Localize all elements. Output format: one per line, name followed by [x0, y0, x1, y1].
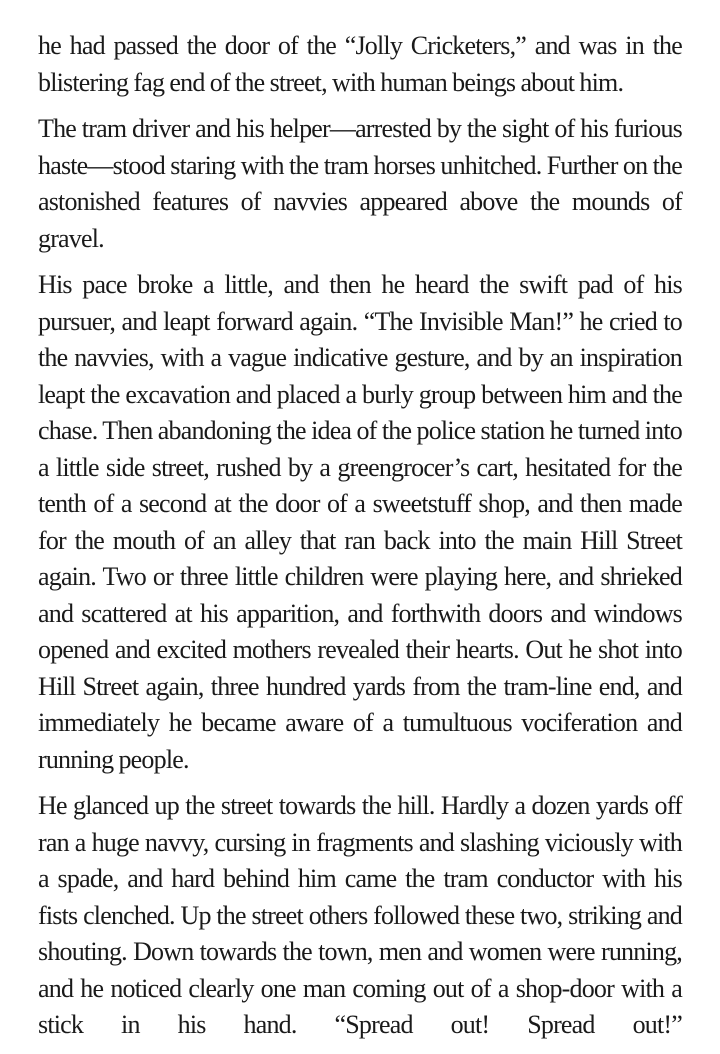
paragraph-1: he had passed the door of the “Jolly Cricketers,” and was in the blistering fag end of the street, with human beings about him.	[38, 31, 682, 97]
paragraph-3: His pace broke a little, and then he heard the swift pad of his pursuer, and leapt forward again. “The Invisible Man!” he cried to the navvies, with a vague indicative gesture, and by an inspiration leapt the excavation and placed a burly group between him and the chase. Then abandoning the idea of the police station he turned into a little side street, rushed by a greengrocer’s cart, hesitated for the tenth of a second at the door of a sweetstuff shop, and then made for the mouth of an alley that ran back into the main Hill Street again. Two or three little children were playing here, and shrieked and scattered at his apparition, and forthwith doors and windows opened and excited mothers revealed their hearts. Out he shot into Hill Street again, three hundred yards from the tram-line end, and immediately he became aware of a tumultuous vociferation and running people.	[38, 270, 682, 774]
paragraph-2: The tram driver and his helper—arrested by the sight of his furious haste—stood staring with the tram horses unhitched. Further on the astonished features of navvies appeared above the mounds of gravel.	[38, 114, 682, 253]
book-page	[38, 28, 682, 1054]
paragraph-4: He glanced up the street towards the hill. Hardly a dozen yards off ran a huge navvy, cursing in fragments and slashing viciously with a spade, and hard behind him came the tram conductor with his fists clenched. Up the street others followed these two, striking and shouting. Down towards the town, men and women were running, and he noticed clearly one man coming out of a shop-door with a stick in his hand. “Spread out! Spread out!”	[38, 791, 682, 1039]
